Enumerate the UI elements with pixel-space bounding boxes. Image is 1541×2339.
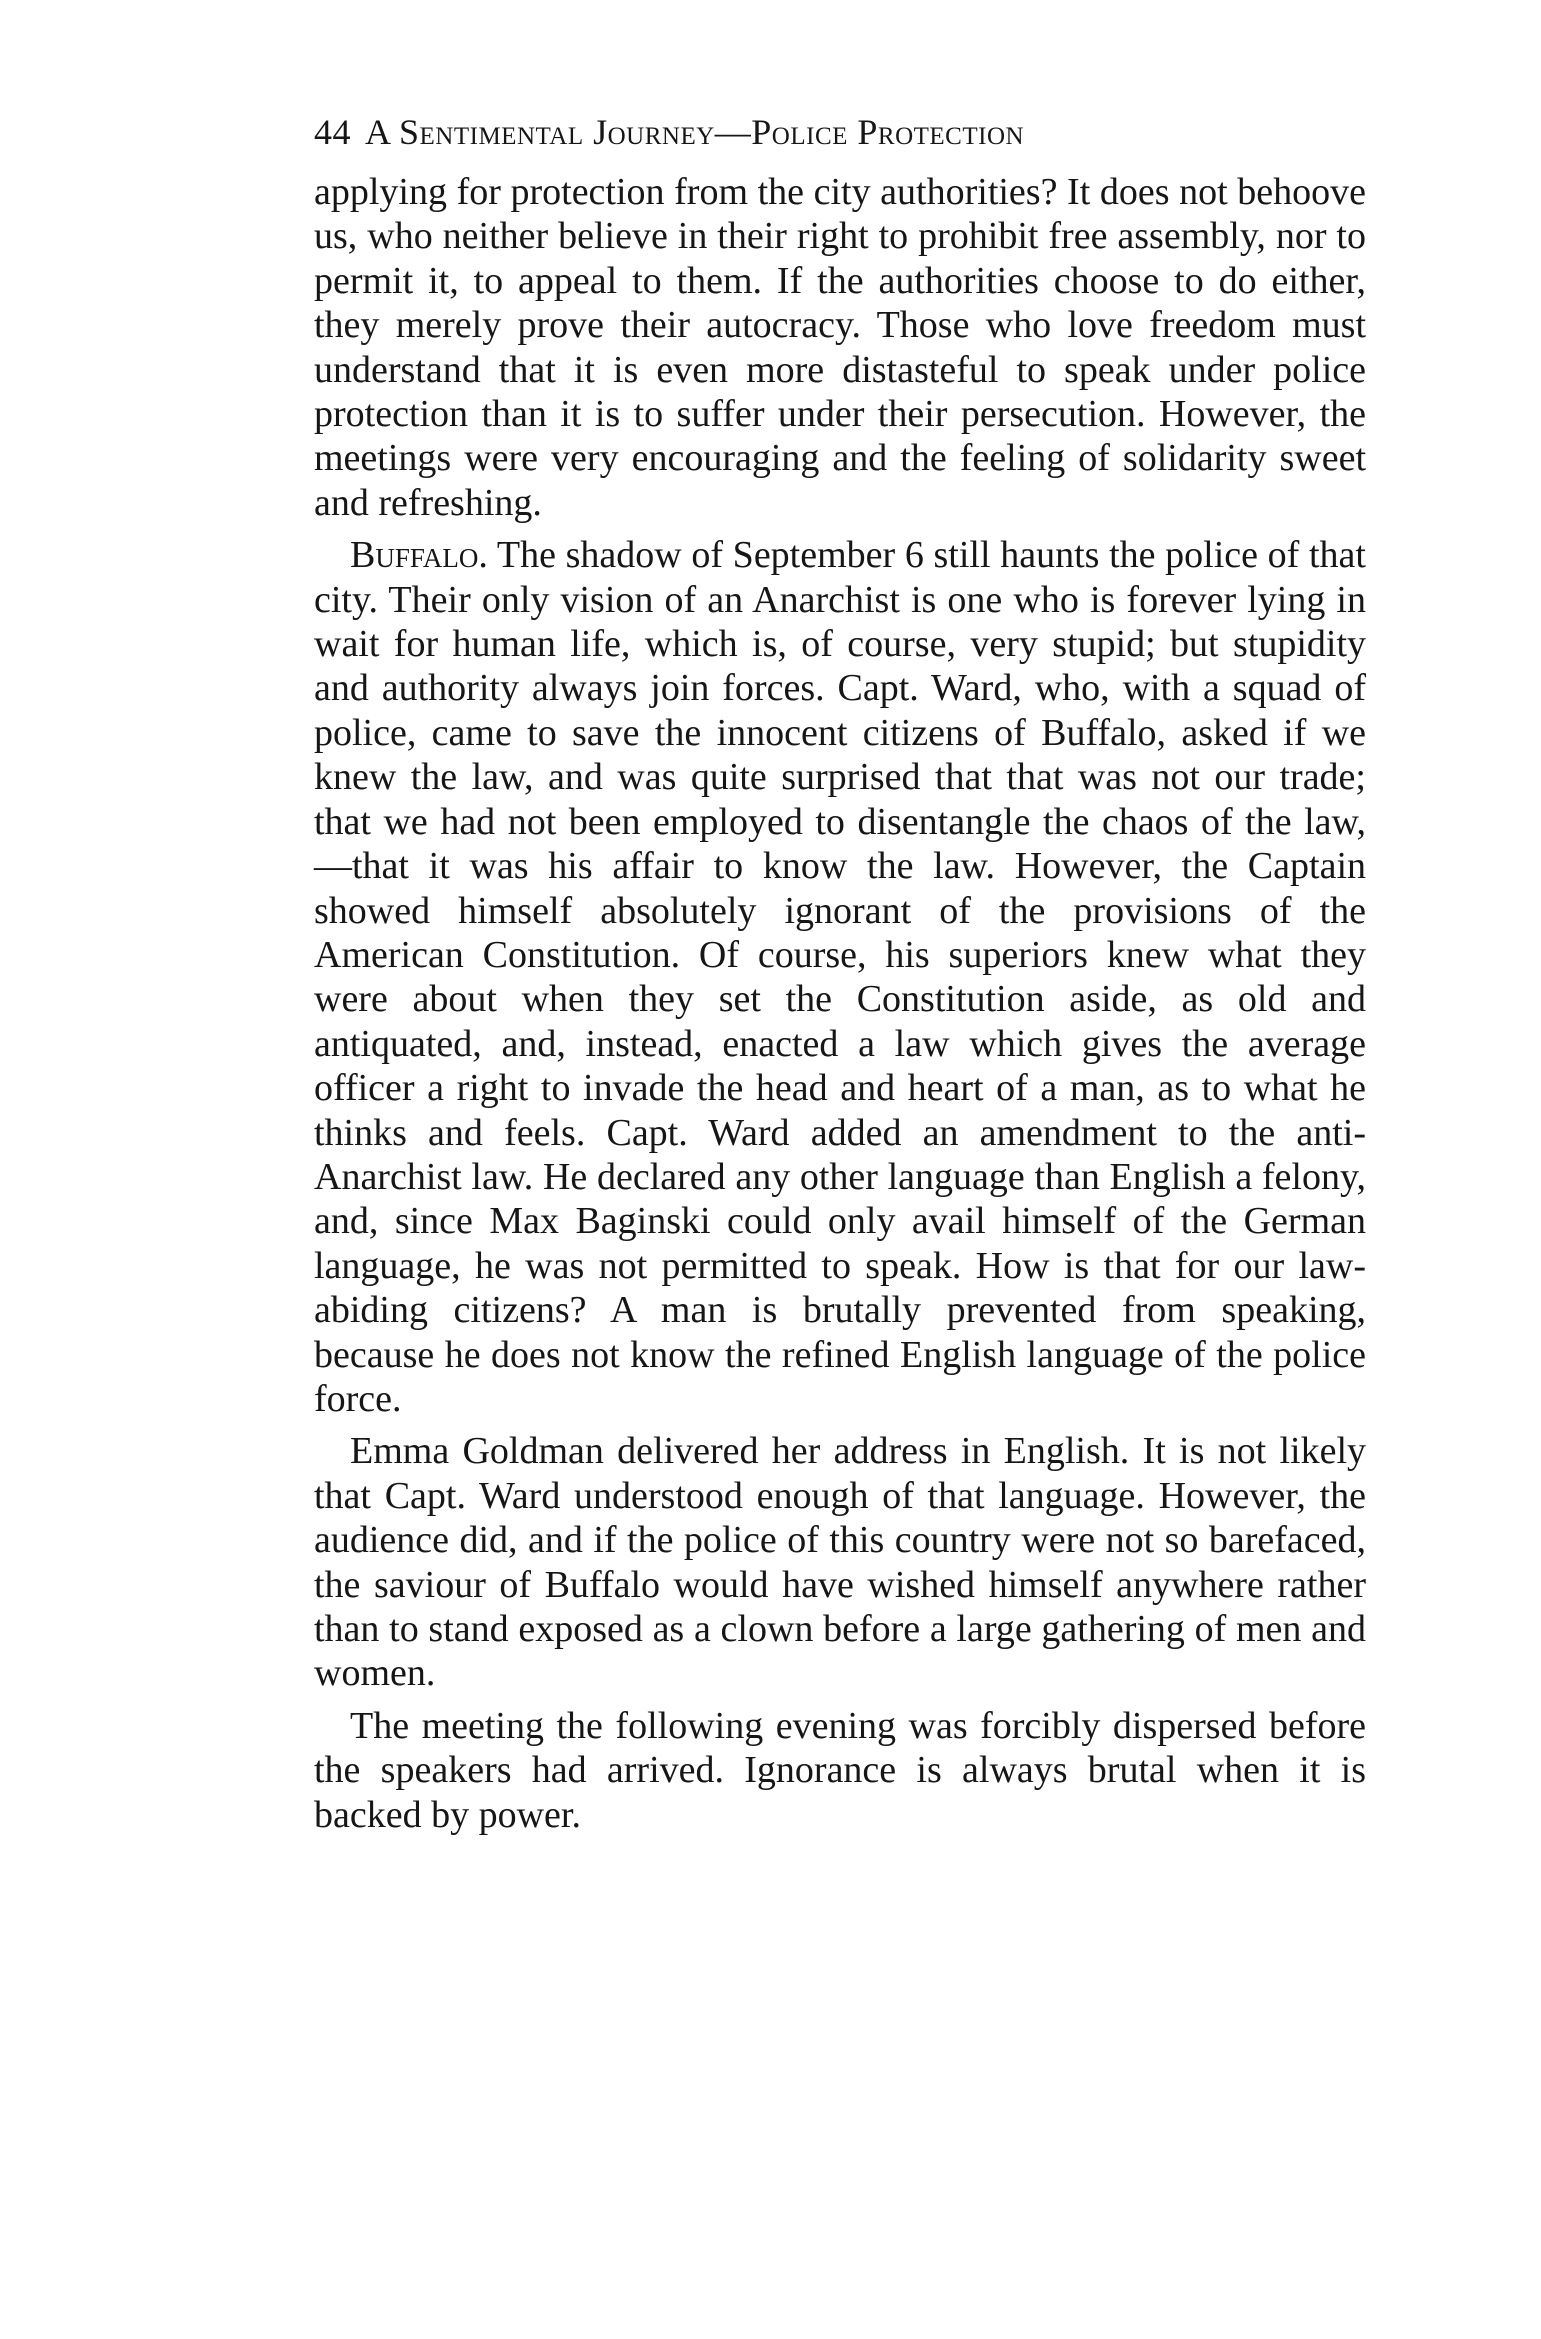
paragraph-emma-goldman-address (314, 1429, 1366, 1695)
paragraph-buffalo (314, 533, 1366, 1421)
running-head-title: A Sentimental Journey—Police Protection (365, 112, 1025, 152)
paragraph-continued (314, 170, 1366, 525)
paragraph-text: The meeting the following evening was forcibly dispersed before the speakers had arrived. Ignorance is always brutal when it is backed by power. (314, 1704, 1366, 1836)
body-text (314, 170, 1366, 1837)
book-page (314, 108, 1366, 1837)
paragraph-text: applying for protection from the city authorities? It does not behoove us, who neither believe in their right to prohibit free assembly, nor to permit it, to appeal to them. If the authorities choose to do either, they merely prove their autocracy. Those who love freedom must understand that it is even more distasteful to speak under police protection than it is to suffer under their persecution. However, the meetings were very encouraging and the feeling of solidarity sweet and refreshing. (314, 171, 1366, 524)
paragraph-meeting-dispersed (314, 1704, 1366, 1837)
paragraph-text: Emma Goldman delivered her address in English. It is not likely that Capt. Ward understood enough of that language. However, the audience did, and if the police of this country were not so barefaced, the saviour of Buffalo would have wished himself anywhere rather than to stand exposed as a clown before a large gathering of men and women. (314, 1430, 1366, 1695)
page-number: 44 (314, 112, 351, 152)
paragraph-text: The shadow of September 6 still haunts the police of that city. Their only vision of an Anarchist is one who is forever lying in wait for human life, which is, of course, very stupid; but stupidity and authority always join forces. Capt. Ward, who, with a squad of police, came to save the innocent citizens of Buffalo, asked if we knew the law, and was quite surprised that that was not our trade; that we had not been employed to disentangle the chaos of the law,—that it was his affair to know the law. However, the Captain showed himself absolutely ignorant of the provisions of the American Constitution. Of course, his superiors knew what they were about when they set the Constitution aside, as old and antiquated, and, instead, enacted a law which gives the average officer a right to invade the head and heart of a man, as to what he thinks and feels. Capt. Ward added an amendment to the anti-Anarchist law. He declared any other language than English a felony, and, since Max Baginski could only avail himself of the German language, he was not permitted to speak. How is that for our law-abiding citizens? A man is brutally prevented from speaking, because he does not know the refined English language of the police force. (314, 534, 1366, 1420)
section-lead-buffalo: Buffalo. (350, 534, 488, 577)
running-head (314, 108, 1366, 156)
